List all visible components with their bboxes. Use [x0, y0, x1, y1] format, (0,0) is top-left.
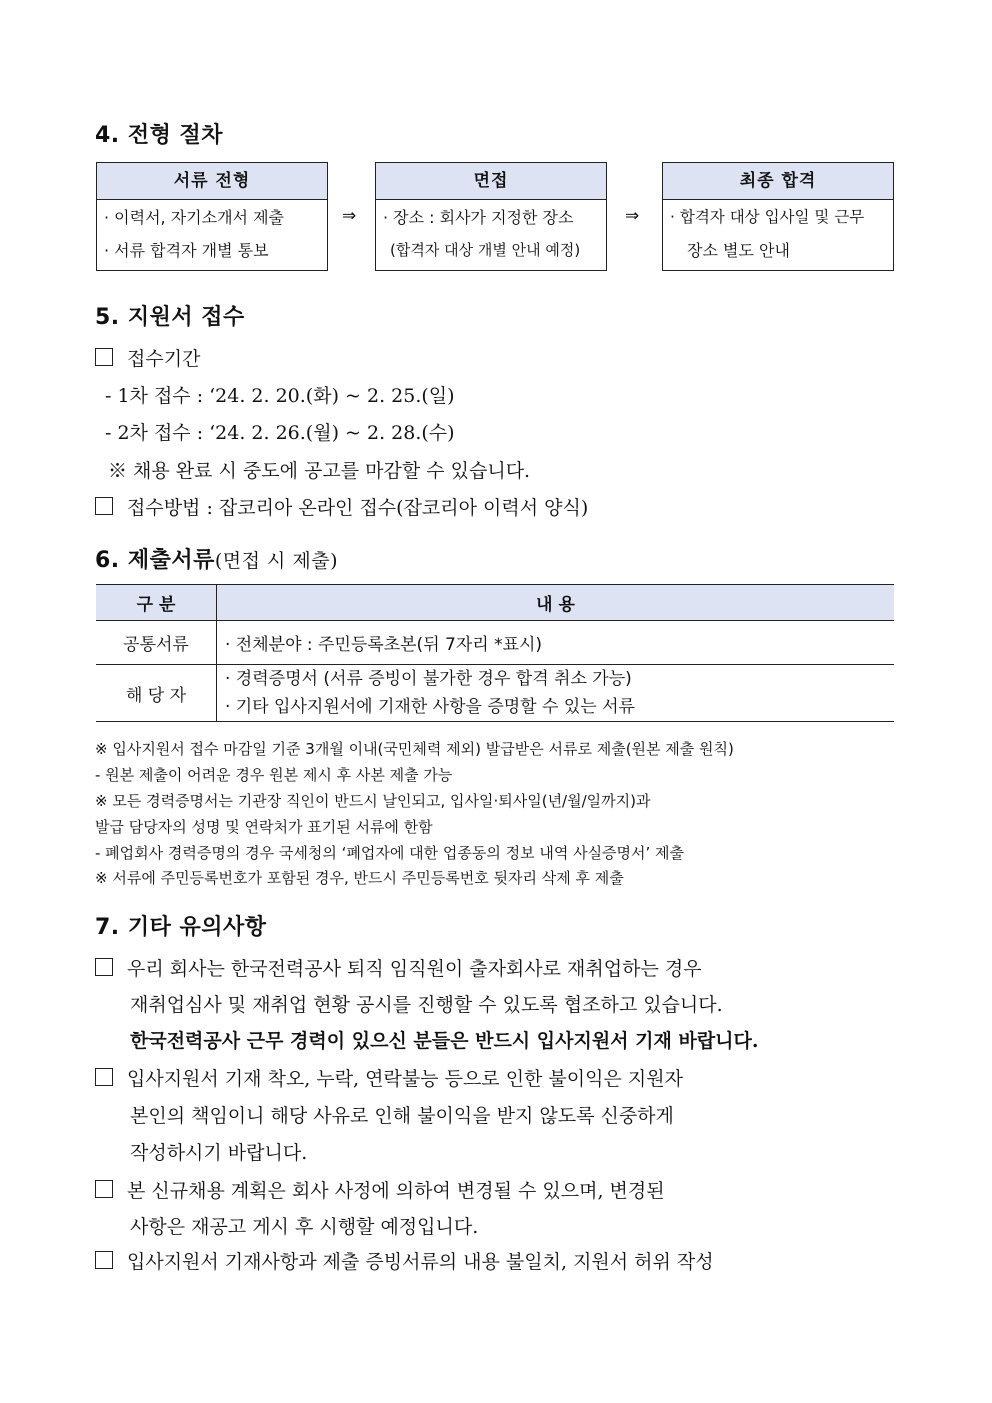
notice-line: 사항은 재공고 게시 후 시행할 예정입니다.: [130, 1216, 479, 1238]
step-line: 장소 별도 안내: [687, 241, 790, 260]
checkbox-square-icon: [95, 1180, 113, 1198]
notice-line: 작성하시기 바랍니다.: [130, 1142, 308, 1164]
section-6-title: 6. 제출서류(면접 시 제출): [95, 548, 339, 573]
checkbox-square-icon: [95, 958, 113, 976]
row-category: 해 당 자: [96, 665, 217, 722]
header-content: 내 용: [217, 585, 895, 621]
note: - 원본 제출이 어려운 경우 원본 제시 후 사본 제출 가능: [95, 766, 453, 784]
checkbox-square-icon: [95, 1068, 113, 1086]
receipt-method: 접수방법 : 잡코리아 온라인 접수(잡코리아 이력서 양식): [95, 493, 588, 520]
step-title: 최종 합격: [663, 163, 893, 200]
notice-line: 본인의 책임이니 해당 사유로 인해 불이익을 받지 않도록 신중하게: [130, 1105, 674, 1127]
section-5-title: 5. 지원서 접수: [95, 305, 245, 330]
documents-table: [96, 584, 894, 722]
arrow-icon: ⇒: [342, 206, 357, 226]
note: ※ 입사지원서 접수 마감일 기준 3개월 이내(국민체력 제외) 발급받은 서류로 제출(원본 제출 원칙): [95, 740, 734, 758]
checkbox-square-icon: [95, 1251, 113, 1269]
note: - 폐업회사 경력증명의 경우 국세청의 ‘폐업자에 대한 업종동의 정보 내역 사실증명서’ 제출: [95, 844, 685, 862]
step-interview: [375, 162, 607, 271]
round-2-dates: - 2차 접수 : ‘24. 2. 26.(월) ~ 2. 28.(수): [105, 422, 455, 444]
step-line: · 서류 합격자 개별 통보: [104, 241, 269, 260]
note: ※ 모든 경력증명서는 기관장 직인이 반드시 날인되고, 입사일·퇴사일(년/월/일까지)과: [95, 792, 651, 810]
step-document-screening: [96, 162, 328, 271]
step-title: 면접: [376, 163, 606, 200]
table-row: [96, 665, 894, 722]
note: 발급 담당자의 성명 및 연락처가 표기된 서류에 한함: [95, 818, 433, 836]
step-final-pass: [662, 162, 894, 271]
table-header-row: [96, 585, 894, 621]
step-line: (합격자 대상 개별 안내 예정): [390, 241, 581, 259]
step-title: 서류 전형: [97, 163, 327, 200]
notice-emphasis: 한국전력공사 근무 경력이 있으신 분들은 반드시 입사지원서 기재 바랍니다.: [130, 1030, 759, 1052]
notice-line: 본 신규채용 계획은 회사 사정에 의하여 변경될 수 있으며, 변경된: [95, 1176, 665, 1203]
arrow-icon: ⇒: [625, 206, 640, 226]
checkbox-square-icon: [95, 348, 113, 366]
row-item: · 경력증명서 (서류 증빙이 불가한 경우 합격 취소 가능): [225, 669, 632, 689]
notice-line: 입사지원서 기재사항과 제출 증빙서류의 내용 불일치, 지원서 허위 작성: [95, 1247, 714, 1274]
notice-line: 우리 회사는 한국전력공사 퇴직 임직원이 출자회사로 재취업하는 경우: [95, 954, 702, 981]
row-item: · 기타 입사지원서에 기재한 사항을 증명할 수 있는 서류: [225, 697, 635, 717]
table-row: [96, 621, 894, 665]
header-category: 구 분: [96, 585, 217, 621]
note: ※ 서류에 주민등록번호가 포함된 경우, 반드시 주민등록번호 뒷자리 삭제 후 제출: [95, 869, 624, 887]
notice-line: 재취업심사 및 재취업 현황 공시를 진행할 수 있도록 협조하고 있습니다.: [130, 994, 723, 1016]
section-4-title: 4. 전형 절차: [95, 123, 223, 148]
step-line: · 장소 : 회사가 지정한 장소: [383, 208, 574, 227]
receipt-period: 접수기간: [95, 344, 200, 371]
step-line: · 합격자 대상 입사일 및 근무: [670, 208, 865, 226]
step-line: · 이력서, 자기소개서 제출: [104, 208, 284, 227]
section-7-title: 7. 기타 유의사항: [95, 915, 267, 940]
checkbox-square-icon: [95, 497, 113, 515]
row-category: 공통서류: [96, 621, 217, 665]
round-1-dates: - 1차 접수 : ‘24. 2. 20.(화) ~ 2. 25.(일): [105, 385, 455, 407]
row-item: · 전체분야 : 주민등록초본(뒤 7자리 *표시): [217, 621, 895, 665]
section-6-subtitle: (면접 시 제출): [214, 550, 339, 572]
notice-line: 입사지원서 기재 착오, 누락, 연락불능 등으로 인한 불이익은 지원자: [95, 1064, 683, 1091]
early-close-note: ※ 채용 완료 시 중도에 공고를 마감할 수 있습니다.: [108, 460, 531, 482]
